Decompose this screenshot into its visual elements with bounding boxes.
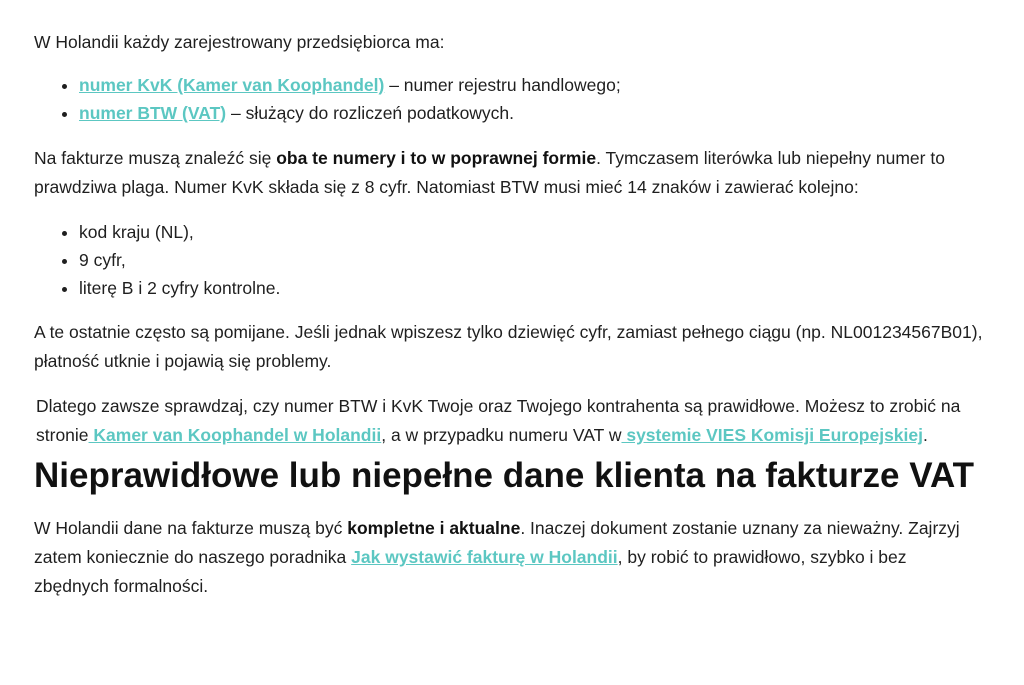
client-data-paragraph — [34, 514, 984, 601]
paragraph-text: , a w przypadku numeru VAT w — [381, 425, 622, 445]
list-item: • kod kraju (NL), — [79, 218, 984, 246]
list-item — [79, 99, 984, 127]
vies-system-link[interactable]: systemie VIES Komisji Europejskiej — [621, 425, 923, 445]
list-item — [79, 71, 984, 99]
invoice-guide-link[interactable]: Jak wystawić fakturę w Holandii — [351, 547, 618, 567]
bold-text: oba te numery i to w poprawnej formie — [276, 148, 597, 168]
intro-paragraph: W Holandii każdy zarejestrowany przedsiębiorca ma: — [34, 32, 445, 52]
verification-paragraph — [36, 392, 984, 450]
warning-paragraph: A te ostatnie często są pomijane. Jeśli jednak wpiszesz tylko dziewięć cyfr, zamiast pełnego ciągu (np. NL001234567B01), płatność utknie i pojawią się problemy. — [34, 322, 983, 371]
list-item-text: – numer rejestru handlowego; — [384, 75, 621, 95]
paragraph-text: . Tymczasem literówka lub niepełny numer to prawdziwa plaga. Numer KvK składa się z 8 cyfr. Natomiast BTW musi mieć 14 znaków i zawierać kolejno: — [34, 148, 945, 197]
bold-text: kompletne i aktualne — [347, 518, 521, 538]
paragraph-text: , by robić to prawidłowo, szybko i bez zbędnych formalności. — [34, 547, 907, 596]
btw-link[interactable]: numer BTW (VAT) — [79, 103, 227, 123]
registration-numbers-list — [34, 71, 984, 127]
kvk-website-link[interactable]: Kamer van Koophandel w Holandii — [88, 425, 382, 445]
paragraph-text: . — [923, 425, 928, 445]
paragraph-text: Dlatego zawsze sprawdzaj, czy numer BTW i KvK Twoje oraz Twojego kontrahenta są prawidłowe. Możesz to zrobić na stronie — [36, 396, 961, 445]
list-item: • literę B i 2 cyfry kontrolne. — [79, 274, 984, 302]
paragraph-text: . Inaczej dokument zostanie uznany za nieważny. Zajrzyj zatem koniecznie do naszego poradnika — [34, 518, 960, 567]
paragraph-text: Na fakturze muszą znaleźć się — [34, 148, 277, 168]
list-item-text: – służący do rozliczeń podatkowych. — [226, 103, 515, 123]
numbers-format-paragraph — [34, 144, 984, 202]
paragraph-text: W Holandii dane na fakturze muszą być — [34, 518, 348, 538]
btw-format-list — [34, 218, 984, 302]
list-item: • 9 cyfr, — [79, 246, 984, 274]
kvk-link[interactable]: numer KvK (Kamer van Koophandel) — [79, 75, 385, 95]
section-heading: Nieprawidłowe lub niepełne dane klienta na fakturze VAT — [34, 456, 975, 495]
